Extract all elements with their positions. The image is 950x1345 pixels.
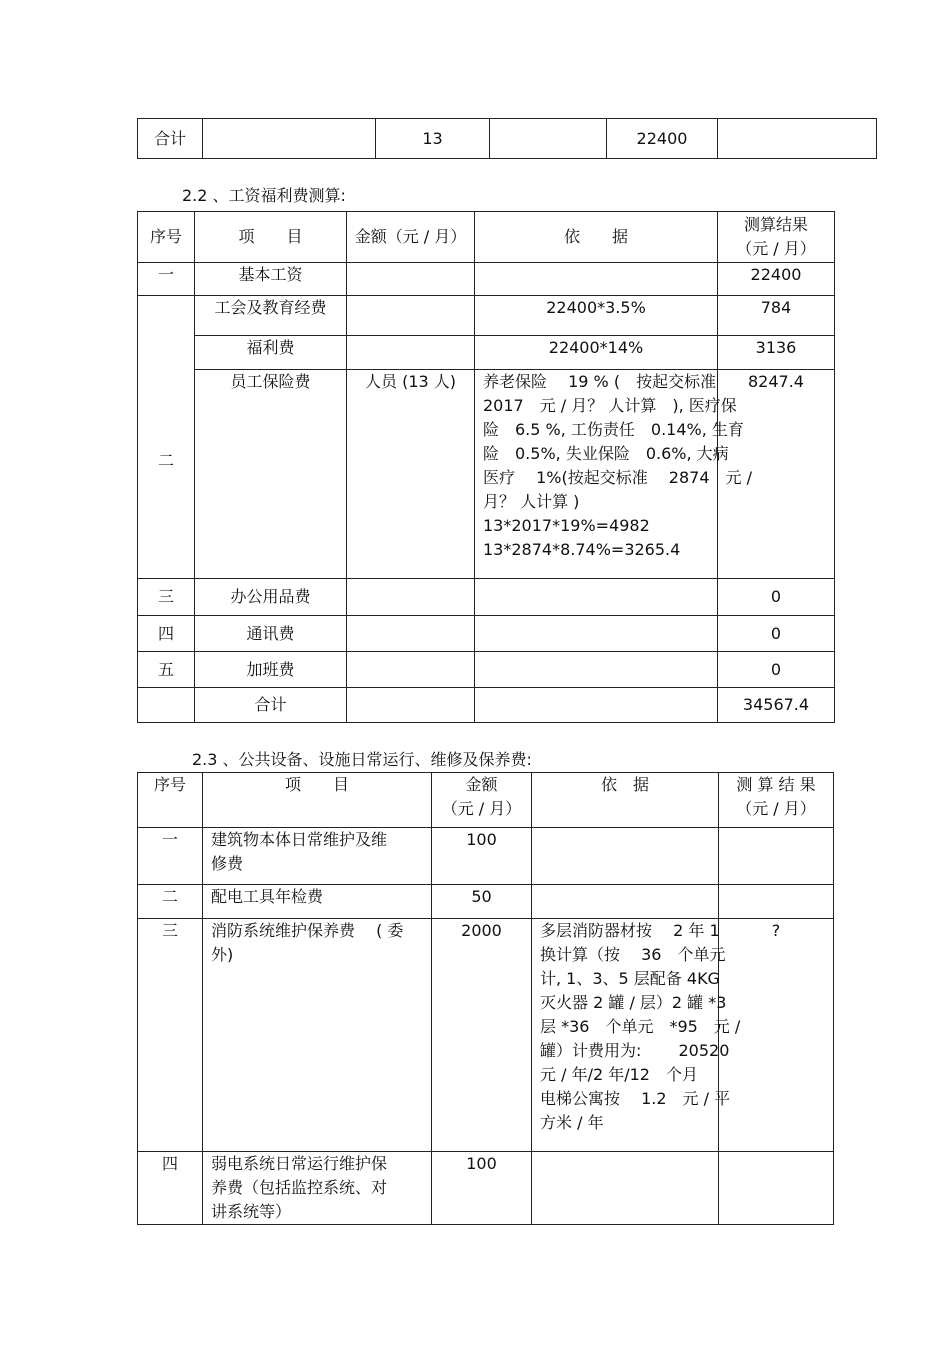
row-seq xyxy=(138,688,195,723)
row-item: 合计 xyxy=(195,688,347,723)
row-amount xyxy=(347,616,475,652)
table-row xyxy=(138,1152,834,1225)
basis-line: 罐）计费用为: 20520 xyxy=(540,1041,730,1060)
row-amount: 100 xyxy=(432,1152,532,1225)
total-headcount: 13 xyxy=(376,119,490,159)
row-amount xyxy=(347,336,475,370)
header-result-line2: （元 / 月） xyxy=(736,799,816,818)
header-item: 项 目 xyxy=(195,212,347,263)
header-seq: 序号 xyxy=(138,773,203,828)
row-seq xyxy=(138,296,195,579)
header-result-line1: 测 算 结 果 xyxy=(736,775,816,794)
item-line: 建筑物本体日常维护及维 xyxy=(211,830,388,849)
row-amount xyxy=(347,296,475,336)
row-item: 加班费 xyxy=(195,652,347,688)
row-item: 福利费 xyxy=(195,336,347,370)
item-line: 外) xyxy=(211,945,234,964)
header-result-line2: （元 / 月） xyxy=(736,239,816,258)
basis-line: 险 0.5%, 失业保险 0.6%, 大病 xyxy=(483,444,729,463)
table-row xyxy=(138,919,834,1152)
row-item: 员工保险费 xyxy=(195,370,347,579)
basis-line: 多层消防器材按 2 年 1 xyxy=(540,921,720,940)
basis-line: 层 *36 个单元 *95 元 / xyxy=(540,1017,741,1036)
section-23-heading: 2.3 、公共设备、设施日常运行、维修及保养费: xyxy=(192,750,532,769)
summary-total-table xyxy=(137,118,877,159)
row-basis-fire xyxy=(532,919,741,1152)
row-amount xyxy=(347,579,475,616)
basis-line: 13*2017*19%=4982 xyxy=(483,516,650,535)
table-header-row xyxy=(138,773,834,828)
header-amount: 金额（元 / 月） xyxy=(347,212,475,263)
basis-line: 月？ 人计算 ) xyxy=(483,492,580,511)
row-basis xyxy=(475,616,718,652)
table-row xyxy=(138,296,835,336)
row-item: 工会及教育经费 xyxy=(195,296,347,336)
row-result xyxy=(719,828,834,885)
row-amount: 50 xyxy=(432,885,532,919)
total-label: 合计 xyxy=(138,119,203,159)
row-seq: 四 xyxy=(138,1152,203,1225)
item-line: 养费（包括监控系统、对 xyxy=(211,1178,388,1197)
row-result: ? xyxy=(719,919,834,1152)
basis-line: 13*2874*8.74%=3265.4 xyxy=(483,540,681,559)
total-cell xyxy=(718,119,877,159)
table-row xyxy=(138,828,834,885)
row-basis xyxy=(532,885,719,919)
total-cell xyxy=(490,119,607,159)
row-item xyxy=(203,919,432,1152)
row-basis xyxy=(475,652,718,688)
row-result: 34567.4 xyxy=(718,688,835,723)
table-row-total xyxy=(138,688,835,723)
total-amount: 22400 xyxy=(607,119,718,159)
table-row xyxy=(138,616,835,652)
item-line: 消防系统维护保养费 ( 委 xyxy=(211,921,404,940)
row-result: 784 xyxy=(718,296,835,336)
total-cell xyxy=(203,119,376,159)
row-basis xyxy=(475,688,718,723)
row-seq-text: 二 xyxy=(157,451,174,470)
row-result: 0 xyxy=(718,579,835,616)
row-basis xyxy=(532,828,719,885)
header-item: 项 目 xyxy=(203,773,432,828)
basis-line: 医疗 1%(按起交标准 2874 元 / xyxy=(483,468,752,487)
row-seq: 四 xyxy=(138,616,195,652)
basis-line: 计, 1、3、5 层配备 4KG xyxy=(540,969,720,988)
table-row xyxy=(138,579,835,616)
header-amount xyxy=(432,773,532,828)
row-amount xyxy=(347,263,475,296)
row-seq: 一 xyxy=(138,263,195,296)
basis-line: 电梯公寓按 1.2 元 / 平 xyxy=(540,1089,731,1108)
table-row xyxy=(138,370,835,579)
row-basis: 22400*14% xyxy=(475,336,718,370)
row-basis xyxy=(475,579,718,616)
row-result: 0 xyxy=(718,616,835,652)
row-item: 通讯费 xyxy=(195,616,347,652)
basis-line: 灭火器 2 罐 / 层）2 罐 *3 xyxy=(540,993,727,1012)
row-result: 0 xyxy=(718,652,835,688)
row-result xyxy=(719,885,834,919)
row-basis: 22400*3.5% xyxy=(475,296,718,336)
row-item xyxy=(203,828,432,885)
facility-maintenance-table xyxy=(137,772,834,1225)
row-seq: 三 xyxy=(138,579,195,616)
item-line: 讲系统等） xyxy=(211,1202,292,1221)
row-seq: 三 xyxy=(138,919,203,1152)
row-item: 办公用品费 xyxy=(195,579,347,616)
row-basis xyxy=(475,263,718,296)
section-22-heading: 2.2 、工资福利费测算: xyxy=(182,186,346,205)
basis-line: 元 / 年/2 年/12 个月 xyxy=(540,1065,698,1084)
basis-line: 方米 / 年 xyxy=(540,1113,604,1132)
header-result-line1: 测算结果 xyxy=(743,215,808,234)
row-item xyxy=(203,1152,432,1225)
row-result: 8247.4 xyxy=(718,370,835,579)
row-result: 3136 xyxy=(718,336,835,370)
salary-welfare-table xyxy=(137,211,835,723)
row-basis-insurance xyxy=(475,370,752,579)
row-basis xyxy=(532,1152,719,1225)
basis-line: 险 6.5 %, 工伤责任 0.14%, 生育 xyxy=(483,420,744,439)
row-amount: 人员 (13 人) xyxy=(347,370,475,579)
item-line: 弱电系统日常运行维护保 xyxy=(211,1154,388,1173)
table-row xyxy=(138,336,835,370)
table-row xyxy=(138,885,834,919)
row-result: 22400 xyxy=(718,263,835,296)
table-row xyxy=(138,263,835,296)
header-amount-line2: （元 / 月） xyxy=(441,799,522,818)
row-seq: 二 xyxy=(138,885,203,919)
basis-line: 换计算（按 36 个单元 xyxy=(540,945,726,964)
row-seq: 一 xyxy=(138,828,203,885)
basis-line: 2017 元 / 月？ 人计算 ), 医疗保 xyxy=(483,396,737,415)
table-header-row xyxy=(138,212,835,263)
header-basis: 依 据 xyxy=(475,212,718,263)
header-seq: 序号 xyxy=(138,212,195,263)
row-amount xyxy=(347,688,475,723)
basis-line: 养老保险 19 % ( 按起交标准 xyxy=(483,372,717,391)
item-line: 修费 xyxy=(211,854,244,873)
row-amount: 100 xyxy=(432,828,532,885)
table-row xyxy=(138,652,835,688)
row-amount: 2000 xyxy=(432,919,532,1152)
header-result xyxy=(718,212,835,263)
row-result xyxy=(719,1152,834,1225)
header-result xyxy=(719,773,834,828)
row-seq: 五 xyxy=(138,652,195,688)
row-amount xyxy=(347,652,475,688)
row-item: 基本工资 xyxy=(195,263,347,296)
row-item: 配电工具年检费 xyxy=(203,885,432,919)
header-amount-line1: 金额 xyxy=(465,775,498,794)
header-basis: 依 据 xyxy=(532,773,719,828)
